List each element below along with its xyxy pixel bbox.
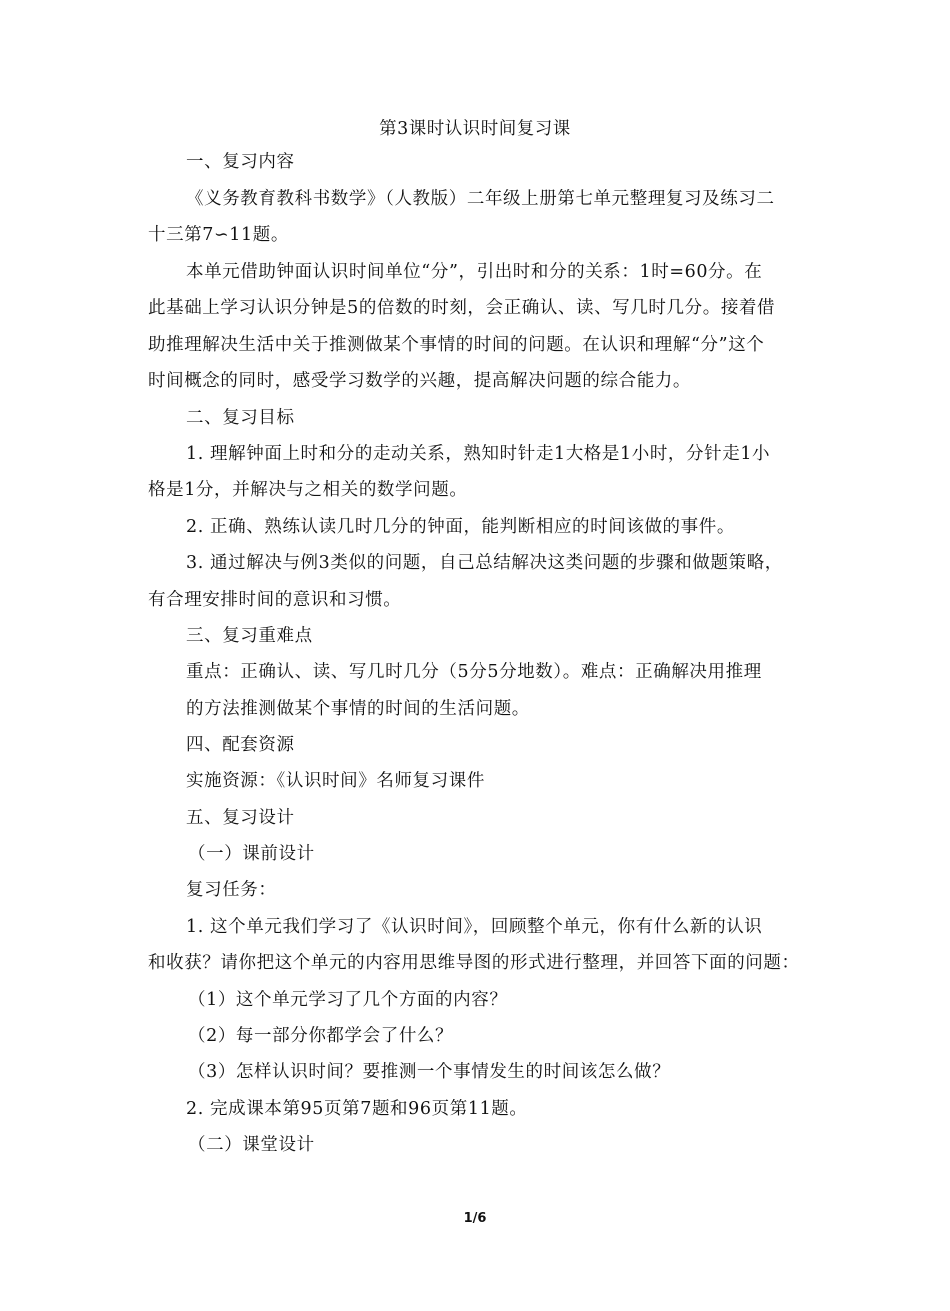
- page-number: 1/6: [463, 1211, 487, 1226]
- question-line: （2）每一部分你都学会了什么？: [188, 1026, 454, 1046]
- subsection-heading-pre-class: （一）课前设计: [188, 844, 315, 864]
- paragraph-line: 格是1分，并解决与之相关的数学问题。: [148, 480, 468, 500]
- section-heading-key-points: 三、复习重难点: [186, 626, 313, 646]
- paragraph-line: 《义务教育教科书数学》（人教版）二年级上册第七单元整理复习及练习二: [186, 189, 775, 209]
- paragraph-line: 1. 理解钟面上时和分的走动关系，熟知时针走1大格是1小时，分针走1小: [186, 444, 771, 464]
- subsection-heading-classroom: （二）课堂设计: [188, 1135, 315, 1155]
- page-title: 第3课时认识时间复习课: [379, 119, 571, 139]
- paragraph-line: 实施资源：《认识时间》名师复习课件: [186, 771, 485, 791]
- question-line: （3）怎样认识时间？要推测一个事情发生的时间该怎么做？: [188, 1062, 671, 1082]
- section-heading-review-content: 一、复习内容: [186, 152, 295, 172]
- paragraph-line: 重点：正确认、读、写几时几分（5分5分地数）。难点：正确解决用推理: [186, 662, 762, 682]
- section-heading-review-goals: 二、复习目标: [186, 408, 295, 428]
- section-heading-resources: 四、配套资源: [186, 735, 295, 755]
- paragraph-line: 十三第7∽11题。: [148, 225, 289, 245]
- paragraph-line: 3. 通过解决与例3类似的问题，自己总结解决这类问题的步骤和做题策略，: [186, 553, 783, 573]
- paragraph-line: 的方法推测做某个事情的时间的生活问题。: [186, 699, 530, 719]
- paragraph-line: 和收获？请你把这个单元的内容用思维导图的形式进行整理，并回答下面的问题：: [148, 953, 800, 973]
- section-heading-review-design: 五、复习设计: [186, 808, 295, 828]
- paragraph-line: 时间概念的同时，感受学习数学的兴趣，提高解决问题的综合能力。: [148, 371, 691, 391]
- paragraph-line: 有合理安排时间的意识和习惯。: [148, 590, 402, 610]
- paragraph-line: 2. 完成课本第95页第7题和96页第11题。: [186, 1099, 528, 1119]
- paragraph-line: 2. 正确、熟练认读几时几分的钟面，能判断相应的时间该做的事件。: [186, 517, 735, 537]
- paragraph-line: 1. 这个单元我们学习了《认识时间》，回顾整个单元，你有什么新的认识: [186, 917, 763, 937]
- paragraph-line: 本单元借助钟面认识时间单位“分”，引出时和分的关系：1时=60分。在: [186, 262, 763, 282]
- paragraph-line: 此基础上学习认识分钟是5的倍数的时刻，会正确认、读、写几时几分。接着借: [148, 298, 776, 318]
- paragraph-line: 复习任务：: [186, 880, 277, 900]
- question-line: （1）这个单元学习了几个方面的内容？: [188, 990, 508, 1010]
- paragraph-line: 助推理解决生活中关于推测做某个事情的时间的问题。在认识和理解“分”这个: [148, 335, 765, 355]
